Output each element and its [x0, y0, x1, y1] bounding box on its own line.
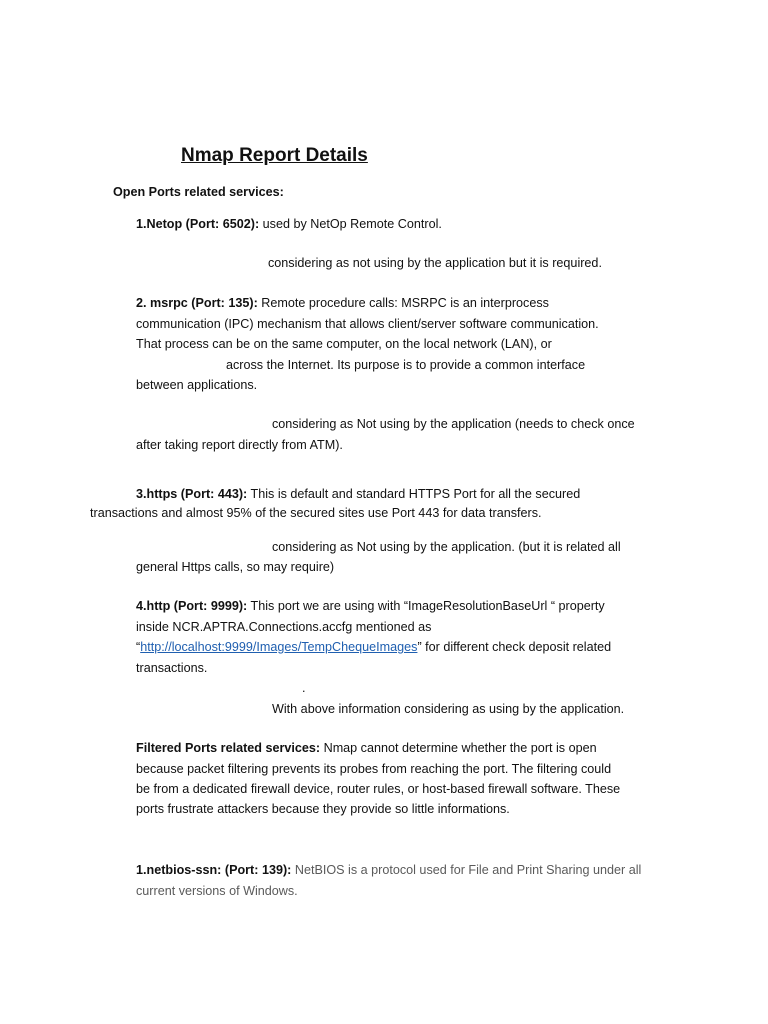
- open-port-item-http: [136, 598, 605, 614]
- temp-cheque-images-link[interactable]: http://localhost:9999/Images/TempChequeImages: [140, 640, 418, 654]
- port-label: 1.Netop (Port: 6502):: [136, 217, 260, 231]
- port-description-line: across the Internet. Its purpose is to provide a common interface: [226, 358, 586, 372]
- port-note: after taking report directly from ATM).: [136, 438, 343, 452]
- port-label: 1.netbios-ssn: (Port: 139):: [136, 863, 292, 877]
- port-description-line: [136, 639, 611, 655]
- port-note: general Https calls, so may require): [136, 560, 335, 574]
- port-description: used by NetOp Remote Control.: [259, 217, 442, 231]
- link-trailing-text: ” for different check deposit related: [417, 640, 612, 654]
- filtered-ports-intro: [136, 740, 597, 756]
- port-note: considering as not using by the application but it is required.: [268, 256, 602, 270]
- port-description: This is default and standard HTTPS Port for all the secured: [247, 487, 581, 501]
- port-description-line: current versions of Windows.: [136, 884, 298, 898]
- filtered-description-line: because packet filtering prevents its probes from reaching the port. The filtering could: [136, 762, 612, 776]
- filtered-ports-description: Nmap cannot determine whether the port is open: [320, 741, 597, 755]
- open-quote: “: [136, 640, 141, 654]
- stray-dot: .: [302, 681, 306, 695]
- port-label: 2. msrpc (Port: 135):: [136, 296, 258, 310]
- filtered-description-line: ports frustrate attackers because they provide so little informations.: [136, 802, 510, 816]
- port-description-line: transactions.: [136, 661, 208, 675]
- port-label: 4.http (Port: 9999):: [136, 599, 248, 613]
- port-description-line: communication (IPC) mechanism that allows client/server software communication.: [136, 317, 599, 331]
- filtered-ports-heading: Filtered Ports related services:: [136, 741, 321, 755]
- port-note: With above information considering as using by the application.: [272, 702, 625, 716]
- page-title: Nmap Report Details: [181, 145, 368, 166]
- port-note: considering as Not using by the application (needs to check once: [272, 417, 635, 431]
- open-port-item-netop: [136, 216, 442, 232]
- open-port-item-https: [136, 486, 580, 502]
- port-description: This port we are using with “ImageResolutionBaseUrl “ property: [247, 599, 605, 613]
- filtered-description-line: be from a dedicated firewall device, router rules, or host-based firewall software. These: [136, 782, 621, 796]
- port-description: NetBIOS is a protocol used for File and Print Sharing under all: [291, 863, 642, 877]
- port-label: 3.https (Port: 443):: [136, 487, 248, 501]
- port-description-line: between applications.: [136, 378, 258, 392]
- open-port-item-msrpc: [136, 295, 549, 311]
- port-description-line: That process can be on the same computer, on the local network (LAN), or: [136, 337, 552, 351]
- port-note: considering as Not using by the application. (but it is related all: [272, 540, 621, 554]
- port-description-line: transactions and almost 95% of the secured sites use Port 443 for data transfers.: [90, 506, 542, 520]
- port-description-line: inside NCR.APTRA.Connections.accfg mentioned as: [136, 620, 432, 634]
- port-description: Remote procedure calls: MSRPC is an interprocess: [257, 296, 549, 310]
- open-ports-heading: Open Ports related services:: [113, 185, 284, 199]
- filtered-port-item-netbios: [136, 862, 641, 878]
